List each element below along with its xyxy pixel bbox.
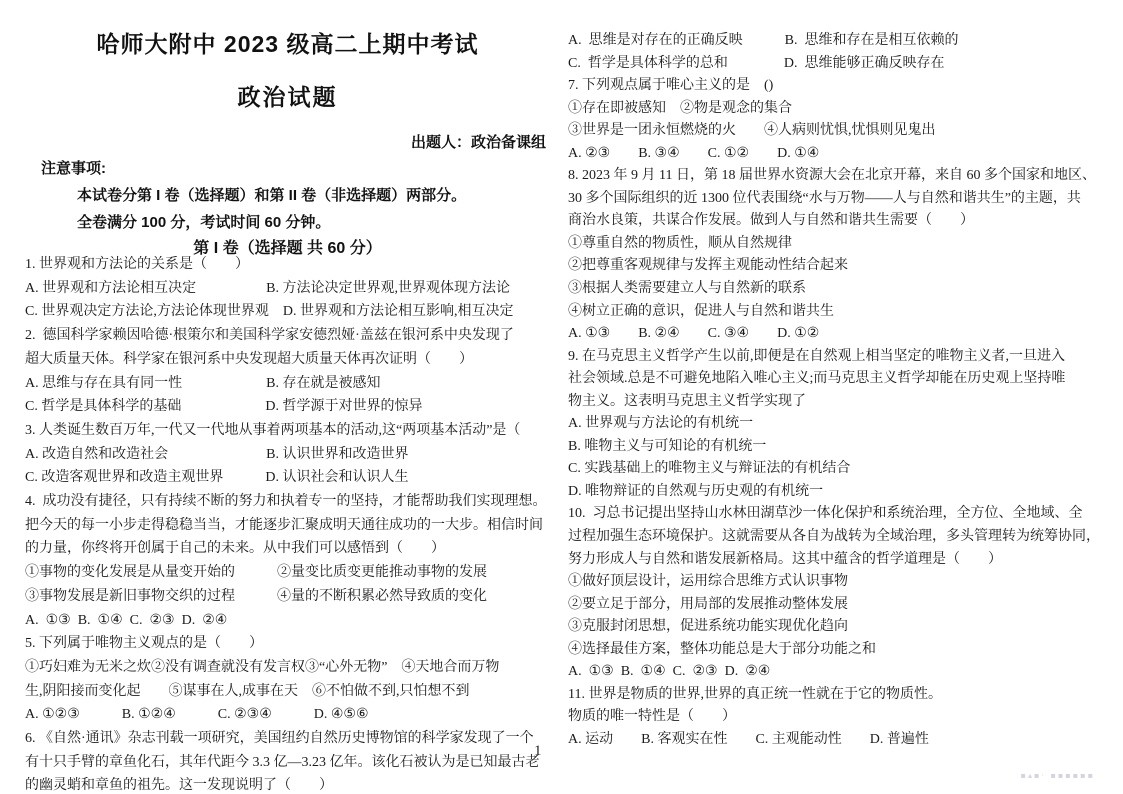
- text-line: 9. 在马克思主义哲学产生以前,即便是在自然观上相当坚定的唯物主义者,一旦进入: [568, 348, 1065, 364]
- text-line: ③根据人类需要建立人与自然新的联系: [568, 281, 806, 297]
- text-line: 7. 下列观点属于唯心主义的是 (): [568, 78, 774, 94]
- text-line: 物质的唯一特性是（ ）: [568, 709, 736, 725]
- text-line: ①尊重自然的物质性，顺从自然规律: [568, 235, 792, 251]
- text-line: 30 多个国际组织的近 1300 位代表围绕“水与万物——人与自然和谐共生”的主题，共: [568, 190, 1081, 206]
- right-body-text: [568, 30, 1104, 752]
- text-line: 生,阴阳接而变化起 ⑤谋事在人,成事在天 ⑥不怕做不到,只怕想不到: [25, 683, 470, 699]
- text-line: A. ①②③ B. ①②④ C. ②③④ D. ④⑤⑥: [25, 707, 369, 723]
- text-line: ①存在即被感知 ②物是观念的集合: [568, 100, 792, 116]
- text-line: ②把尊重客观规律与发挥主观能动性结合起来: [568, 258, 848, 274]
- text-line: A. ①③ B. ②④ C. ③④ D. ①②: [568, 326, 820, 342]
- text-line: 3. 人类诞生数百万年,一代又一代地从事着两项基本的活动,这“两项基本活动”是（: [25, 422, 521, 438]
- left-body-text: [25, 253, 550, 794]
- text-line: ③世界是一团永恒燃烧的火 ④人病则忧惧,忧惧则见鬼出: [568, 123, 936, 139]
- text-line: ④选择最佳方案，整体功能总是大于部分功能之和: [568, 641, 876, 657]
- section-heading: 第 I 卷（选择题 共 60 分）: [193, 240, 382, 257]
- text-line: 6. 《自然·通讯》杂志刊载一项研究，美国纽约自然历史博物馆的科学家发现了一个: [25, 731, 534, 747]
- text-line: C. 哲学是具体科学的基础 D. 哲学源于对世界的惊异: [25, 399, 423, 415]
- text-line: ④树立正确的意识，促进人与自然和谐共生: [568, 303, 834, 319]
- text-line: A. 世界观和方法论相互决定 B. 方法论决定世界观,世界观体现方法论: [25, 280, 510, 296]
- text-line: ③事物发展是新旧事物交织的过程 ④量的不断积累必然导致质的变化: [25, 588, 487, 604]
- text-line: 超大质量天体。科学家在银河系中央发现超大质量天体再次证明（ ）: [25, 351, 473, 367]
- text-line: C. 世界观决定方法论,方法论体现世界观 D. 世界观和方法论相互影响,相互决定: [25, 304, 514, 320]
- text-line: A. ②③ B. ③④ C. ①② D. ①④: [568, 145, 820, 161]
- text-line: ①事物的变化发展是从量变开始的 ②量变比质变更能推动事物的发展: [25, 565, 487, 581]
- exam-title: 哈师大附中 2023 级高二上期中考试: [96, 31, 479, 57]
- text-line: 商治水良策，共谋合作发展。做到人与自然和谐共生需要（ ）: [568, 213, 974, 229]
- text-line: 努力形成人与自然和谐发展新格局。这其中蕴含的哲学道理是（ ）: [568, 551, 1002, 567]
- watermark: ▪▴▪· ▪▪▪▪▪▪: [1020, 771, 1095, 780]
- text-line: 11. 世界是物质的世界,世界的真正统一性就在于它的物质性。: [568, 686, 942, 702]
- text-line: A. 运动 B. 客观实在性 C. 主观能动性 D. 普遍性: [568, 731, 929, 747]
- text-line: 2. 德国科学家赖因哈德·根策尔和美国科学家安德烈娅·盖兹在银河系中央发现了: [25, 328, 514, 344]
- text-line: C. 哲学是具体科学的总和 D. 思维能够正确反映存在: [568, 55, 945, 71]
- text-line: 8. 2023 年 9 月 11 日，第 18 届世界水资源大会在北京开幕，来自 60 多个国家和地区、: [568, 168, 1096, 184]
- right-column: [568, 0, 1104, 794]
- page-number: 1: [534, 743, 542, 759]
- left-column: [25, 0, 550, 794]
- text-line: ③克服封闭思想，促进系统功能实现优化趋向: [568, 619, 848, 635]
- text-line: A. 思维与存在具有同一性 B. 存在就是被感知: [25, 375, 381, 391]
- text-line: 把今天的每一小步走得稳稳当当，才能逐步汇聚成明天通往成功的一大步。相信时间: [25, 517, 543, 533]
- text-line: D. 唯物辩证的自然观与历史观的有机统一: [568, 483, 824, 499]
- notice-label: 注意事项:: [41, 160, 106, 177]
- exam-author: 出题人：政治备课组: [410, 134, 546, 151]
- text-line: ①做好顶层设计，运用综合思维方式认识事物: [568, 574, 848, 590]
- text-line: 5. 下列属于唯物主义观点的是（ ）: [25, 636, 263, 652]
- text-line: 4. 成功没有捷径，只有持续不断的努力和执着专一的坚持，才能帮助我们实现理想。: [25, 494, 547, 510]
- text-line: C. 实践基础上的唯物主义与辩证法的有机结合: [568, 461, 851, 477]
- text-line: A. ①③ B. ①④ C. ②③ D. ②④: [25, 612, 228, 628]
- text-line: 1. 世界观和方法论的关系是（ ）: [25, 257, 249, 272]
- text-line: ②要立足于部分，用局部的发展推动整体发展: [568, 596, 848, 612]
- text-line: A. 改造自然和改造社会 B. 认识世界和改造世界: [25, 446, 409, 462]
- text-line: B. 唯物主义与可知论的有机统一: [568, 438, 767, 454]
- text-line: ①巧妇难为无米之炊②没有调查就没有发言权③“心外无物” ④天地合而万物: [25, 659, 500, 675]
- text-line: 的力量，你终将开创属于自己的未来。从中我们可以感悟到（ ）: [25, 541, 445, 557]
- text-line: 过程加强生态环境保护。这就需要从各自为战转为全域治理，多头管理转为统筹协同，: [568, 529, 1100, 545]
- notice-line: 本试卷分第 I 卷（选择题）和第 II 卷（非选择题）两部分。: [77, 187, 467, 204]
- text-line: 社会领域.总是不可避免地陷入唯心主义;而马克思主义哲学却能在历史观上坚持唯: [568, 371, 1066, 387]
- text-line: 10. 习总书记提出坚持山水林田湖草沙一体化保护和系统治理，全方位、全地域、全: [568, 506, 1083, 522]
- text-line: 的幽灵蛸和章鱼的祖先。这一发现说明了（ ）: [25, 778, 333, 794]
- text-line: 有十只手臂的章鱼化石，其年代距今 3.3 亿—3.23 亿年。该化石被认为是已知最古老: [25, 754, 540, 770]
- text-line: C. 改造客观世界和改造主观世界 D. 认识社会和认识人生: [25, 470, 409, 486]
- text-line: A. ①③ B. ①④ C. ②③ D. ②④: [568, 664, 771, 680]
- notice-line: 全卷满分 100 分，考试时间 60 分钟。: [77, 214, 331, 231]
- text-line: 物主义。这表明马克思主义哲学实现了: [568, 393, 806, 409]
- text-line: A. 思维是对存在的正确反映 B. 思维和存在是相互依赖的: [568, 33, 959, 48]
- exam-subtitle: 政治试题: [237, 84, 338, 110]
- text-line: A. 世界观与方法论的有机统一: [568, 416, 754, 432]
